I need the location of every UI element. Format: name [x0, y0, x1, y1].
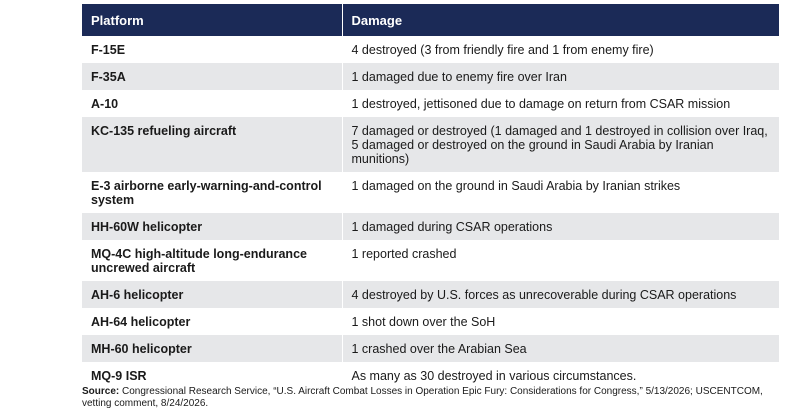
table-row: [82, 362, 779, 389]
damage-cell: 1 damaged during CSAR operations: [342, 213, 779, 240]
table-row: [82, 240, 779, 281]
damage-cell: 1 shot down over the SoH: [342, 308, 779, 335]
table-row: [82, 172, 779, 213]
column-header-damage: Damage: [342, 4, 779, 36]
damage-cell: 4 destroyed by U.S. forces as unrecoverable during CSAR operations: [342, 281, 779, 308]
platform-cell: MQ-4C high-altitude long-endurance uncrewed aircraft: [82, 240, 342, 281]
damage-cell: 1 reported crashed: [342, 240, 779, 281]
table-row: [82, 117, 779, 172]
table-body: [82, 36, 779, 389]
table-row: [82, 281, 779, 308]
table-row: [82, 308, 779, 335]
source-note: [82, 386, 779, 410]
damage-cell: 7 damaged or destroyed (1 damaged and 1 destroyed in collision over Iraq, 5 damaged or destroyed on the ground in Saudi Arabia by Iranian munitions): [342, 117, 779, 172]
damage-cell: 1 destroyed, jettisoned due to damage on return from CSAR mission: [342, 90, 779, 117]
table-row: [82, 335, 779, 362]
platform-cell: F-15E: [82, 36, 342, 63]
platform-cell: F-35A: [82, 63, 342, 90]
source-text: Congressional Research Service, “U.S. Aircraft Combat Losses in Operation Epic Fury: Considerations for Congress,” 5/13/2026; USCENTCOM, vetting comment, 8/24/2026.: [82, 386, 763, 409]
platform-cell: MQ-9 ISR: [82, 362, 342, 389]
aircraft-losses-table: [82, 4, 779, 389]
platform-cell: AH-6 helicopter: [82, 281, 342, 308]
table-header: [82, 4, 779, 36]
table-row: [82, 213, 779, 240]
damage-cell: As many as 30 destroyed in various circumstances.: [342, 362, 779, 389]
platform-cell: AH-64 helicopter: [82, 308, 342, 335]
damage-cell: 1 damaged due to enemy fire over Iran: [342, 63, 779, 90]
platform-cell: MH-60 helicopter: [82, 335, 342, 362]
source-label: Source:: [82, 386, 120, 397]
table-row: [82, 36, 779, 63]
platform-cell: KC-135 refueling aircraft: [82, 117, 342, 172]
table-row: [82, 63, 779, 90]
platform-cell: E-3 airborne early-warning-and-control system: [82, 172, 342, 213]
platform-cell: A-10: [82, 90, 342, 117]
damage-cell: 1 damaged on the ground in Saudi Arabia by Iranian strikes: [342, 172, 779, 213]
platform-cell: HH-60W helicopter: [82, 213, 342, 240]
damage-cell: 1 crashed over the Arabian Sea: [342, 335, 779, 362]
column-header-platform: Platform: [82, 4, 342, 36]
table-row: [82, 90, 779, 117]
header-row: [82, 4, 779, 36]
losses-table-container: [82, 4, 779, 389]
damage-cell: 4 destroyed (3 from friendly fire and 1 from enemy fire): [342, 36, 779, 63]
